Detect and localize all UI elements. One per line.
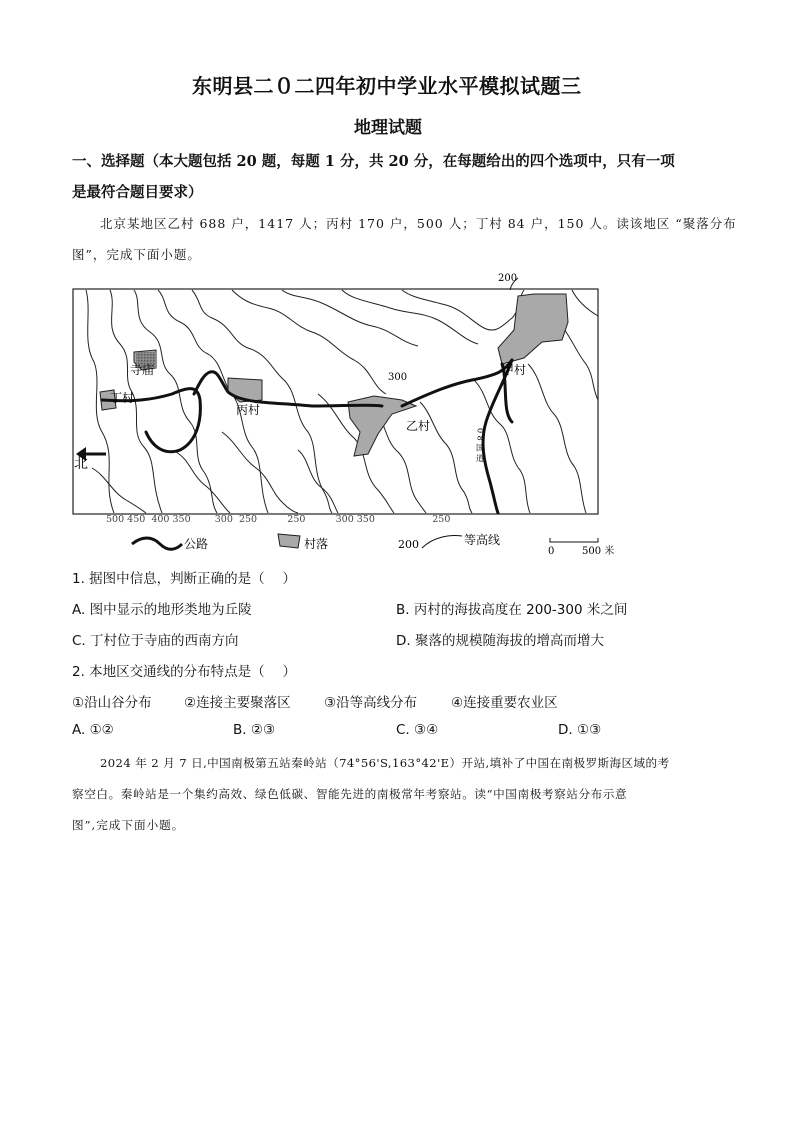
legend-contour-value: 200 — [398, 538, 419, 551]
scale-value: 500 米 — [582, 546, 615, 557]
legend-road-label: 公路 — [184, 537, 209, 551]
jia-label: 甲村 — [502, 363, 527, 377]
q1-option-b[interactable]: B. 丙村的海拔高度在 200-300 米之间 — [396, 602, 628, 618]
q1-option-d[interactable]: D. 聚落的规模随海拔的增高而增大 — [396, 633, 604, 649]
legend-contour-symbol — [422, 536, 462, 549]
q1-option-c[interactable]: C. 丁村位于寺庙的西南方向 — [72, 633, 239, 649]
q2-option-b[interactable]: B. ②③ — [233, 722, 276, 738]
q2-option-d[interactable]: D. ①③ — [558, 722, 602, 738]
section-heading-line1: 一、选择题（本大题包括 20 题，每题 1 分，共 20 分，在每题给出的四个选项中，只有一项 — [72, 153, 675, 170]
settlement-map-svg — [72, 273, 632, 562]
q2-option-c[interactable]: C. ③④ — [396, 722, 439, 738]
legend-village-label: 村落 — [304, 537, 329, 551]
legend-village-symbol — [278, 534, 300, 548]
contour-200-top-label: 200 — [498, 273, 518, 284]
scale-zero: 0 — [548, 546, 555, 557]
contour-300-label: 300 — [388, 372, 408, 383]
north-label: 北 — [74, 456, 88, 472]
intro1-line2: 图”，完成下面小题。 — [72, 247, 201, 262]
settlement-map — [72, 273, 632, 562]
scale-bar — [550, 538, 598, 542]
ding-label: 丁村 — [110, 391, 135, 405]
intro1-line1: 北京某地区乙村 688 户，1417 人；丙村 170 户，500 人；丁村 84 户，150 人。读该地区 “聚落分布 — [100, 216, 737, 231]
q2-option-a[interactable]: A. ①② — [72, 722, 114, 738]
q2-statement-1: ①沿山谷分布 — [72, 695, 152, 711]
intro2-line2: 察空白。秦岭站是一个集约高效、绿色低碳、智能先进的南极常年考察站。读“中国南极考察站分布示意 — [72, 787, 628, 801]
q1-stem: 1. 据图中信息，判断正确的是（ ） — [72, 571, 296, 587]
bottom-contour-values: 500 450 400 350 300 250 250 300 350 250 — [106, 514, 451, 525]
temple-label: 寺庙 — [130, 363, 155, 377]
intro2-line1: 2024 年 2 月 7 日,中国南极第五站秦岭站（74°56'S,163°42'E）开站,填补了中国在南极罗斯海区域的考 — [100, 756, 670, 770]
intro2-line3: 图”,完成下面小题。 — [72, 818, 185, 832]
page-subtitle: 地理试题 — [354, 118, 422, 138]
q1-option-a[interactable]: A. 图中显示的地形类地为丘陵 — [72, 602, 252, 618]
yi-label: 乙村 — [406, 419, 431, 433]
q2-statement-4: ④连接重要农业区 — [451, 695, 558, 711]
q2-statement-2: ②连接主要聚落区 — [184, 695, 291, 711]
q2-statement-3: ③沿等高线分布 — [324, 695, 418, 711]
page-title: 东明县二０二四年初中学业水平模拟试题三 — [192, 74, 582, 98]
q2-stem: 2. 本地区交通线的分布特点是（ ） — [72, 664, 296, 680]
section-heading-line2: 是最符合题目要求） — [72, 184, 203, 201]
legend-road-symbol — [132, 538, 182, 549]
legend-contour-label: 等高线 — [464, 533, 501, 547]
bing-label: 丙村 — [236, 403, 261, 417]
road-g108-label: 0 8 国 道 — [475, 428, 485, 462]
